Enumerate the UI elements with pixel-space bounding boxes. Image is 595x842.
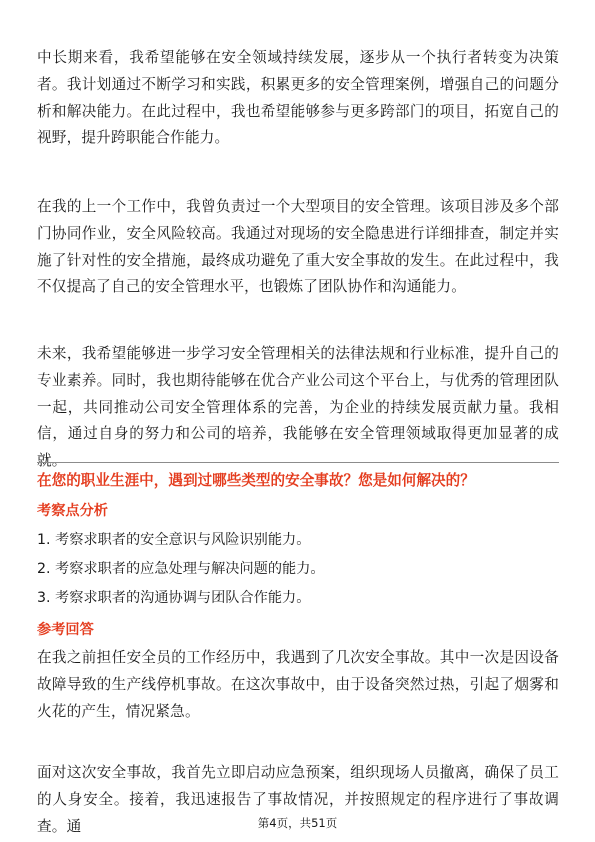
list-item: 1. 考察求职者的安全意识与风险识别能力。 <box>37 532 311 548</box>
answer-paragraph: 在我之前担任安全员的工作经历中，我遇到了几次安全事故。其中一次是因设备故障导致的生产线停机事故。在这次事故中，由于设备突然过热，引起了烟雾和火花的产生，情况紧急。 <box>37 649 559 720</box>
page-number: 第4页，共51页 <box>257 816 338 830</box>
body-paragraph: 中长期来看，我希望能够在安全领域持续发展，逐步从一个执行者转变为决策者。我计划通过不断学习和实践，积累更多的安全管理案例，增强自己的问题分析和解决能力。在此过程中，我也希望能够参与更多跨部门的项目，拓宽自己的视野，提升跨职能合作能力。 <box>37 49 559 147</box>
list-item: 3. 考察求职者的沟通协调与团队合作能力。 <box>37 590 311 606</box>
section-divider <box>37 462 559 463</box>
analysis-list <box>37 526 559 613</box>
answer-paragraph: 面对这次安全事故，我首先立即启动应急预案，组织现场人员撤离，确保了员工的人身安全。接着，我迅速报告了事故情况，并按照规定的程序进行了事故调查。通 <box>37 764 559 835</box>
body-paragraph: 未来，我希望能够进一步学习安全管理相关的法律法规和行业标准，提升自己的专业素养。同时，我也期待能够在优合产业公司这个平台上，与优秀的管理团队一起，共同推动公司安全管理体系的完善，为企业的持续发展贡献力量。我相信，通过自身的努力和公司的培养，我能够在安全管理领域取得更加显著的成就。 <box>37 345 559 470</box>
analysis-title: 考察点分析 <box>37 503 108 519</box>
list-item: 2. 考察求职者的应急处理与解决问题的能力。 <box>37 561 325 577</box>
interview-question: 在您的职业生涯中，遇到过哪些类型的安全事故？您是如何解决的？ <box>37 472 475 489</box>
body-paragraph: 在我的上一个工作中，我曾负责过一个大型项目的安全管理。该项目涉及多个部门协同作业，安全风险较高。我通过对现场的安全隐患进行详细排查，制定并实施了针对性的安全措施，最终成功避免了重大安全事故的发生。在此过程中，我不仅提高了自己的安全管理水平，也锻炼了团队协作和沟通能力。 <box>37 198 559 296</box>
answer-title: 参考回答 <box>37 622 94 638</box>
